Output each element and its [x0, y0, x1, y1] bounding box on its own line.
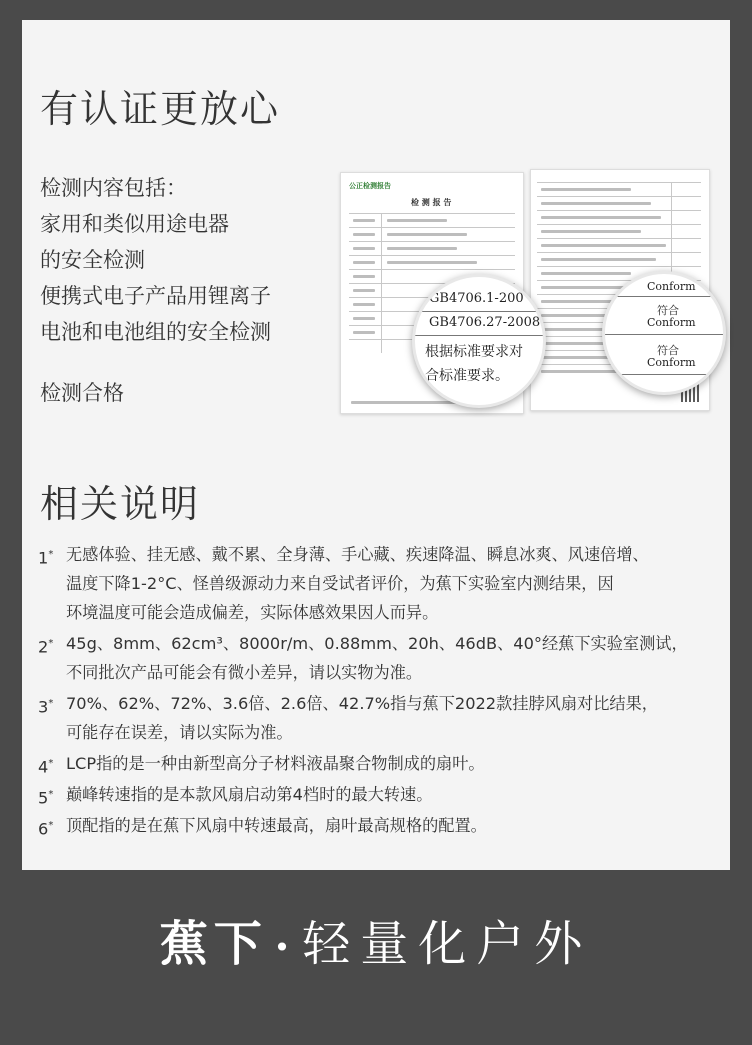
test-line: 检测内容包括：	[40, 176, 187, 200]
note-item: 1* 无感体验、挂无感、戴不累、全身薄、手心藏、疾速降温、瞬息冰爽、风速倍增、 温度下降1-2°C、怪兽级源动力来自受试者评价，为蕉下实验室内测结果，因 环境温度可能会造成偏差，实际体感效果因人而异。	[38, 545, 649, 622]
note-item: 3* 70%、62%、72%、3.6倍、2.6倍、42.7%指与蕉下2022款挂脖风扇对比结果， 可能存在误差，请以实际为准。	[38, 694, 658, 742]
report-title: 检 测 报 告	[411, 198, 452, 207]
notes-title: 相关说明	[40, 482, 201, 526]
certificate-image	[340, 169, 710, 412]
test-line: 家用和类似用途电器	[40, 212, 229, 236]
content-panel	[22, 20, 730, 870]
test-result: 检测合格	[40, 381, 124, 405]
note-item: 6* 顶配指的是在蕉下风扇中转速最高，扇叶最高规格的配置。	[38, 816, 487, 839]
notes-list	[38, 540, 718, 842]
brand-name: 蕉下	[159, 916, 268, 972]
magnifier-standards: GB4706.1-200 GB4706.27-2008 根据标准要求对 合标准要求。	[412, 274, 546, 408]
note-item: 5* 巅峰转速指的是本款风扇启动第4档时的最大转速。	[38, 785, 433, 808]
note-item: 2* 45g、8mm、62cm³、8000r/m、0.88mm、20h、46dB、40°经蕉下实验室测试， 不同批次产品可能会有微小差异，请以实物为准。	[38, 634, 688, 682]
test-content-list	[40, 170, 340, 350]
brand-slogan: 轻量化户外	[302, 916, 593, 972]
separator: •	[273, 930, 297, 964]
lab-name: 公正检测报告	[349, 182, 391, 190]
note-item: 4* LCP指的是一种由新型高分子材料液晶聚合物制成的扇叶。	[38, 754, 485, 777]
test-line: 便携式电子产品用锂离子	[40, 284, 271, 308]
magnifier-conform: Conform 符合 Conform 符合 Conform	[602, 271, 726, 395]
brand-footer	[0, 905, 752, 974]
certification-title: 有认证更放心	[40, 87, 281, 131]
test-line: 的安全检测	[40, 248, 145, 272]
test-line: 电池和电池组的安全检测	[40, 320, 271, 344]
